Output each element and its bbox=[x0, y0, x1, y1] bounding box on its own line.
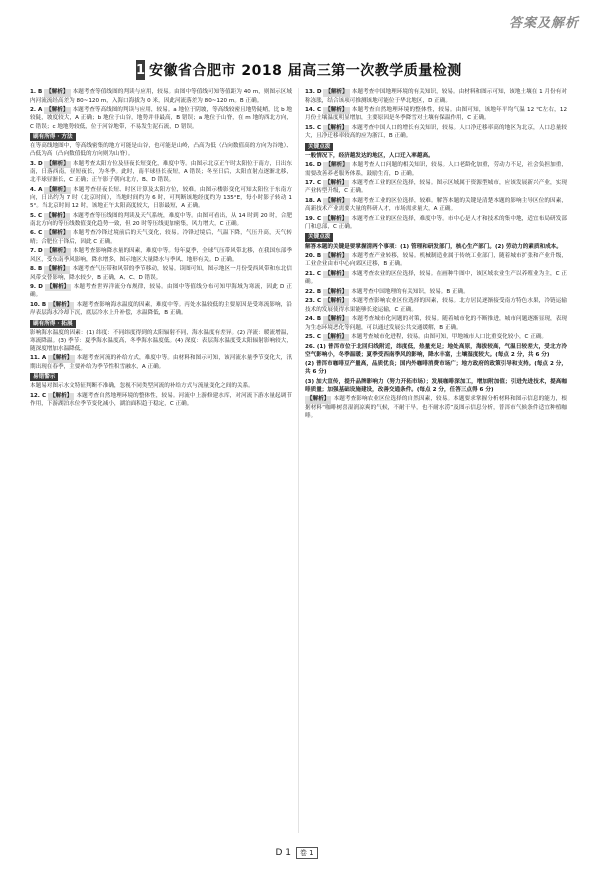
left-column bbox=[30, 88, 292, 410]
analysis-tag: 【解析】 bbox=[46, 230, 69, 237]
analysis-tag: 【解析】 bbox=[325, 89, 348, 95]
answer-item bbox=[30, 106, 292, 131]
analysis-tag: 【解析】 bbox=[324, 333, 348, 340]
right-column bbox=[305, 88, 567, 421]
answer-number: 25. C bbox=[305, 333, 321, 340]
answer-text: 本题考查人口问题的相关知识，较易。人口老龄化加重，劳动力不足，社会负担加重，需要改善养老服务体系，鼓励生育，D 正确。 bbox=[305, 162, 568, 177]
section-note bbox=[30, 132, 292, 158]
answer-number: 24. B bbox=[305, 316, 322, 323]
answer-text: (3) 加大宣传，提升品牌影响力（努力开拓市场）；发展咖啡深加工，增加附加值；引进先进技术，提高咖啡质量；加强基础设施建设，改善交通条件。(每点 2 分，任答三点得 6 分) bbox=[305, 378, 567, 393]
answer-text: 本题考查太阳方位及昼夜长短变化，难度中等。由图示北京正午时太阳位于南方，日出东南，日落西南，昼短夜长，为冬季。此时，南半球昼长夜短，A 错误；冬至日后，太阳直射点逐渐北移，北半球昼渐长，C 正确；正午影子朝向北方，B、D 错误。 bbox=[30, 160, 292, 184]
page-footer bbox=[0, 847, 593, 859]
answer-text: 影响海水温度的因素：(1) 纬度：不同纬度得到的太阳辐射不同，海水温度有差异。(2) 洋流：暖流增温，寒流降温。(3) 季节：夏季海水温度高，冬季海水温度低。(4) 深度：表层海水温度受太阳辐射影响较大，随深度增加水温降低。 bbox=[30, 329, 292, 353]
answer-text: 本题考查工业的区位选择，较难。解答本题的关键是清楚本题的影响主导区位的因素，高新技术产业需要大量的科研人才，市场需求量大，A 正确。 bbox=[305, 197, 567, 213]
answer-number: 6. C bbox=[30, 230, 43, 237]
answer-text: 本题考查中国人口的增长有关知识，较易。人口净迁移率高的地区为北京，人口总量较大，且净迁移率较高的应为浙江，B 正确。 bbox=[305, 124, 567, 140]
answer-text: 解答本题的关键是要掌握清两个事项：(1) 管理和研发部门，核心生产部门。(2) 劳动力的素质和成本。 bbox=[305, 243, 562, 250]
page-number: D 1 bbox=[275, 848, 291, 858]
analysis-tag: 【解析】 bbox=[46, 160, 69, 167]
analysis-tag: 【解析】 bbox=[50, 301, 73, 308]
answer-text: 本题考查中国地理环境的有关知识，较易。由材料和图示可知，该地土壤在 1 月份有对称冻胀，结合该项可推测该地可能位于华北地区，D 正确。 bbox=[305, 89, 567, 104]
answer-text: 本题考查城市化进程，较易。由图可知，甲地城市人口比重变化较小，C 正确。 bbox=[351, 333, 548, 340]
answer-number: 19. C bbox=[305, 215, 322, 222]
brand-label: 答案及解析 bbox=[508, 16, 579, 31]
section-note bbox=[305, 142, 567, 160]
analysis-tag: 【解析】 bbox=[307, 396, 330, 403]
answer-item bbox=[305, 179, 567, 196]
answer-item bbox=[305, 395, 567, 420]
answer-number: 15. C bbox=[305, 124, 322, 131]
answer-item bbox=[305, 252, 567, 269]
answer-item bbox=[305, 88, 567, 105]
answer-item bbox=[30, 283, 292, 300]
answer-item bbox=[30, 247, 292, 264]
answer-item bbox=[305, 124, 567, 141]
section-note bbox=[305, 232, 567, 250]
answer-text: 本题考查世界洋流分布规律，较易。由图中等值线分布可知甲海域为寒流，因此 D 正确。 bbox=[30, 283, 292, 299]
analysis-tag: 【解析】 bbox=[325, 252, 348, 259]
answer-number: 5. C bbox=[30, 212, 43, 219]
answer-item bbox=[305, 288, 567, 297]
analysis-tag: 【解析】 bbox=[324, 215, 348, 222]
answer-text: 本题考查河流的补给方式，难度中等。由材料和图示可知，该河流水量季节变化大，汛期出现在春季，主要补给为季节性积雪融水，A 正确。 bbox=[30, 355, 292, 370]
answer-text: 本题考查影响农业区位选择的自然因素，较易。本题要求掌握分析材料和图示信息的能力，根据材料“咖啡树喜湿润凉爽的气候，不耐干旱，也不耐水涝”及图示信息分析，普洱市气候条件适宜种植咖啡。 bbox=[305, 396, 567, 419]
answer-text: 本题考查等高线图的判读与应用，较易。a 地位于阴坡，等高线较密且地势陡峭，比 b 地较陡，坡度较大，A 正确；b 地位于山谷，地势并非最高，B 错误；a 地位于山脊，在 m 地的西北方向，C 错误；c 地地势较低，位于河谷地带，不易发生泥石流，D 错误。 bbox=[30, 106, 293, 130]
answer-number: 12. C bbox=[30, 392, 47, 399]
answer-number: 7. D bbox=[30, 248, 43, 255]
answer-number: 3. D bbox=[30, 160, 43, 167]
answer-text: 本题考查自然地理环境的整体性，较易。由图可知，该地年平均气温 12 ℃左右，12 月份土壤温度明显增加，主要原因是冬季降雪对土壤有保温作用，C 正确。 bbox=[305, 106, 568, 122]
answer-item bbox=[305, 378, 567, 394]
answer-number: 22. B bbox=[305, 288, 322, 295]
analysis-tag: 【解析】 bbox=[324, 270, 348, 277]
answer-number: 21. C bbox=[305, 270, 322, 277]
note-heading: 刷有所得 · 拓展 bbox=[30, 320, 76, 328]
answer-item bbox=[30, 186, 292, 211]
answer-item bbox=[30, 354, 292, 371]
answer-text: 本题考查昼夜长短、时区计算及太阳方位，较难。由图示楼影变化可知太阳位于东南方向，日出约为 7 时（北京时间），当地时间约为 6 时，可判断该地经度约为 135°E，每小时影子转动 15°。当北京时间 12 时，该地正午太阳高度较大，日影最短，A 正确。 bbox=[30, 186, 292, 210]
answer-number: 4. A bbox=[30, 186, 43, 193]
answer-item bbox=[30, 229, 292, 246]
analysis-tag: 【解析】 bbox=[45, 212, 69, 219]
answer-number: 23. C bbox=[305, 298, 322, 305]
top-band bbox=[0, 0, 593, 38]
answer-text: 本题考查自然地理环境的整体性，较易。河流中上游修建水库，对河流下游水量起调节作用，下游湖泊水位季节变化减小，湖泊面积趋于稳定，C 正确。 bbox=[30, 392, 292, 408]
answer-text: 本题考查中国地理的有关知识，较易。B 正确。 bbox=[351, 288, 469, 295]
analysis-tag: 【解析】 bbox=[325, 316, 348, 323]
answer-number: 14. C bbox=[305, 106, 322, 113]
answer-number: 26. bbox=[305, 343, 315, 350]
note-heading: 易错警示 bbox=[30, 373, 58, 381]
answer-number: 11. A bbox=[30, 355, 47, 362]
analysis-tag: 【解析】 bbox=[50, 355, 73, 362]
note-heading: 关键点拨 bbox=[305, 143, 333, 151]
answer-text: 本题易对图示水文特征判断不准确，忽视不同类型河流的补给方式与流量变化之间的关系。 bbox=[30, 383, 254, 390]
answer-item bbox=[30, 160, 292, 185]
answer-text: (2) 普洱市咖啡豆产量高，品质优良；国内外咖啡消费市场广；地方政府的政策引导和支持。(每点 2 分，共 6 分) bbox=[305, 361, 567, 376]
answer-text: (1) 普洱市位于北回归线附近，纬度低，热量充足；地处高原，海拔较高，气温日较差大，受北方冷空气影响小，冬季温暖；夏季受西南季风的影响，降水丰富，土壤湿度较大。(每点 2 分，共 6 分) bbox=[305, 343, 567, 358]
answer-text: 本题考查影响降水量的因素，难度中等。每年夏季，全球气压带风带北移，在我国东部季风区，受东南季风影响，降水增多，图示地区大量降水与季风、地形有关。D 正确。 bbox=[30, 248, 292, 263]
answer-text: 在等高线地图中，等高线密集的地方可能是山谷，也可能是山岭，凸高为低（凸向数值高的方向为谷地）、凸低为高（凸向数值低的方向则为山脊）。 bbox=[30, 143, 292, 158]
answer-number: 8. B bbox=[30, 266, 43, 273]
note-heading: 关键点拨 bbox=[305, 233, 333, 241]
answer-item bbox=[305, 297, 567, 314]
answer-item bbox=[305, 270, 567, 287]
answer-number: 18. A bbox=[305, 197, 322, 204]
answer-item bbox=[30, 212, 292, 229]
answer-item bbox=[30, 265, 292, 282]
answer-number: 9. D bbox=[30, 283, 43, 290]
answer-number: 1. B bbox=[30, 89, 43, 95]
analysis-tag: 【解析】 bbox=[325, 162, 348, 169]
analysis-tag: 【解析】 bbox=[324, 179, 348, 186]
answer-text: 本题考查工业的区位选择，较易。图示区域属于资源型城市，应该发展新兴产业，实现产业转型升级，C 正确。 bbox=[305, 179, 567, 195]
answer-text: 本题考查城市化问题的对策，较易。随着城市化的不断推进，城市问题逐渐显现，表现为生态环境恶化等问题，可以通过发展公共交通缓解，B 正确。 bbox=[305, 316, 567, 331]
answer-number: 10. B bbox=[30, 301, 47, 308]
answer-item bbox=[30, 392, 292, 409]
exam-title bbox=[136, 60, 462, 80]
answer-item bbox=[305, 161, 567, 178]
answer-item bbox=[305, 360, 567, 376]
analysis-tag: 【解析】 bbox=[46, 248, 69, 255]
answer-number: 2. A bbox=[30, 106, 43, 113]
answer-item bbox=[305, 197, 567, 214]
analysis-tag: 【解析】 bbox=[46, 186, 69, 193]
answer-number: 20. B bbox=[305, 252, 322, 259]
analysis-tag: 【解析】 bbox=[46, 283, 70, 290]
answer-number: 16. D bbox=[305, 162, 322, 169]
answer-text: 本题考查产业转移，较易。机械制造业属于传统工业部门，随着城市扩张和产业升级，工业企业由市中心向郊区迁移，B 正确。 bbox=[305, 252, 567, 268]
title-badge: 1 bbox=[136, 60, 145, 80]
analysis-tag: 【解析】 bbox=[325, 106, 348, 113]
answer-number: 17. C bbox=[305, 179, 322, 186]
analysis-tag: 【解析】 bbox=[324, 124, 348, 131]
answer-text: 本题考查气压带和风带的季节移动，较易。读图可知，图示地区一月份受西风带和东北信风带交替影响，降水较少，B 正确，A、C、D 错误。 bbox=[30, 266, 292, 281]
answer-item bbox=[305, 343, 567, 359]
analysis-tag: 【解析】 bbox=[46, 89, 69, 95]
column-divider bbox=[298, 88, 299, 833]
answer-item bbox=[305, 106, 567, 123]
answer-text: 本题考查农业的区位选择，较易。在画种牛图中，该区域农业生产以养殖业为主，C 正确。 bbox=[305, 270, 567, 286]
answer-text: 本题考查等值线图的判读与应用，较易。由图中等值线可知等值距为 40 m，则图示区域内河流流经高差为 80~120 m，入海口海拔为 0 米，因此河流落差为 80~120 m。B 正确。 bbox=[30, 89, 293, 104]
analysis-tag: 【解析】 bbox=[324, 288, 348, 295]
answer-text: 本题考查冷锋过境前后的天气变化，较易。冷锋过境后，气温下降，气压升高，天气转晴；合肥位于锋后，因此 C 正确。 bbox=[30, 230, 292, 245]
note-heading: 刷有所得 · 方法 bbox=[30, 133, 76, 141]
answer-item bbox=[30, 301, 292, 318]
analysis-tag: 【解析】 bbox=[324, 298, 348, 305]
answer-text: 一般情况下，经济越发达的地区，人口迁入率越高。 bbox=[305, 152, 434, 159]
answer-item bbox=[30, 88, 292, 105]
analysis-tag: 【解析】 bbox=[325, 197, 348, 204]
answer-text: 本题考查等压线图的判读及天气系统，难度中等。由图可看出，从 14 时到 20 时，合肥南北方向的等压线数值变化趋势一致，但 20 时等压线更加密集，风力增大，C 正确。 bbox=[30, 212, 292, 227]
answer-item bbox=[305, 333, 567, 342]
answer-text: 本题考查工业的区位选择，难度中等。市中心是人才和技术的集中地，适宜布局研发部门和总部，C 正确。 bbox=[305, 215, 567, 231]
title-text: 安徽省合肥市 2018 届高三第一次教学质量检测 bbox=[149, 63, 462, 79]
answer-text: 本题考查影响海水温度的因素，难度中等。丙处水温较低的主要原因是受寒流影响，沿岸表层海水冷却下沉，底层冷水上升补偿，水温降低，B 正确。 bbox=[30, 301, 292, 317]
answer-item bbox=[305, 215, 567, 232]
section-note bbox=[30, 372, 292, 390]
answer-text: 本题考查影响农业区位选择的因素，较易。北方居民逐渐接受南方特色水果，冷链运输技术的发展使得水果能够长途运输，C 正确。 bbox=[305, 298, 567, 313]
section-note bbox=[30, 319, 292, 354]
analysis-tag: 【解析】 bbox=[49, 392, 73, 399]
analysis-tag: 【解析】 bbox=[46, 106, 69, 113]
answer-number: 13. D bbox=[305, 89, 322, 95]
analysis-tag: 【解析】 bbox=[46, 266, 69, 273]
answer-item bbox=[305, 315, 567, 332]
volume-box: 卷 1 bbox=[296, 847, 318, 859]
